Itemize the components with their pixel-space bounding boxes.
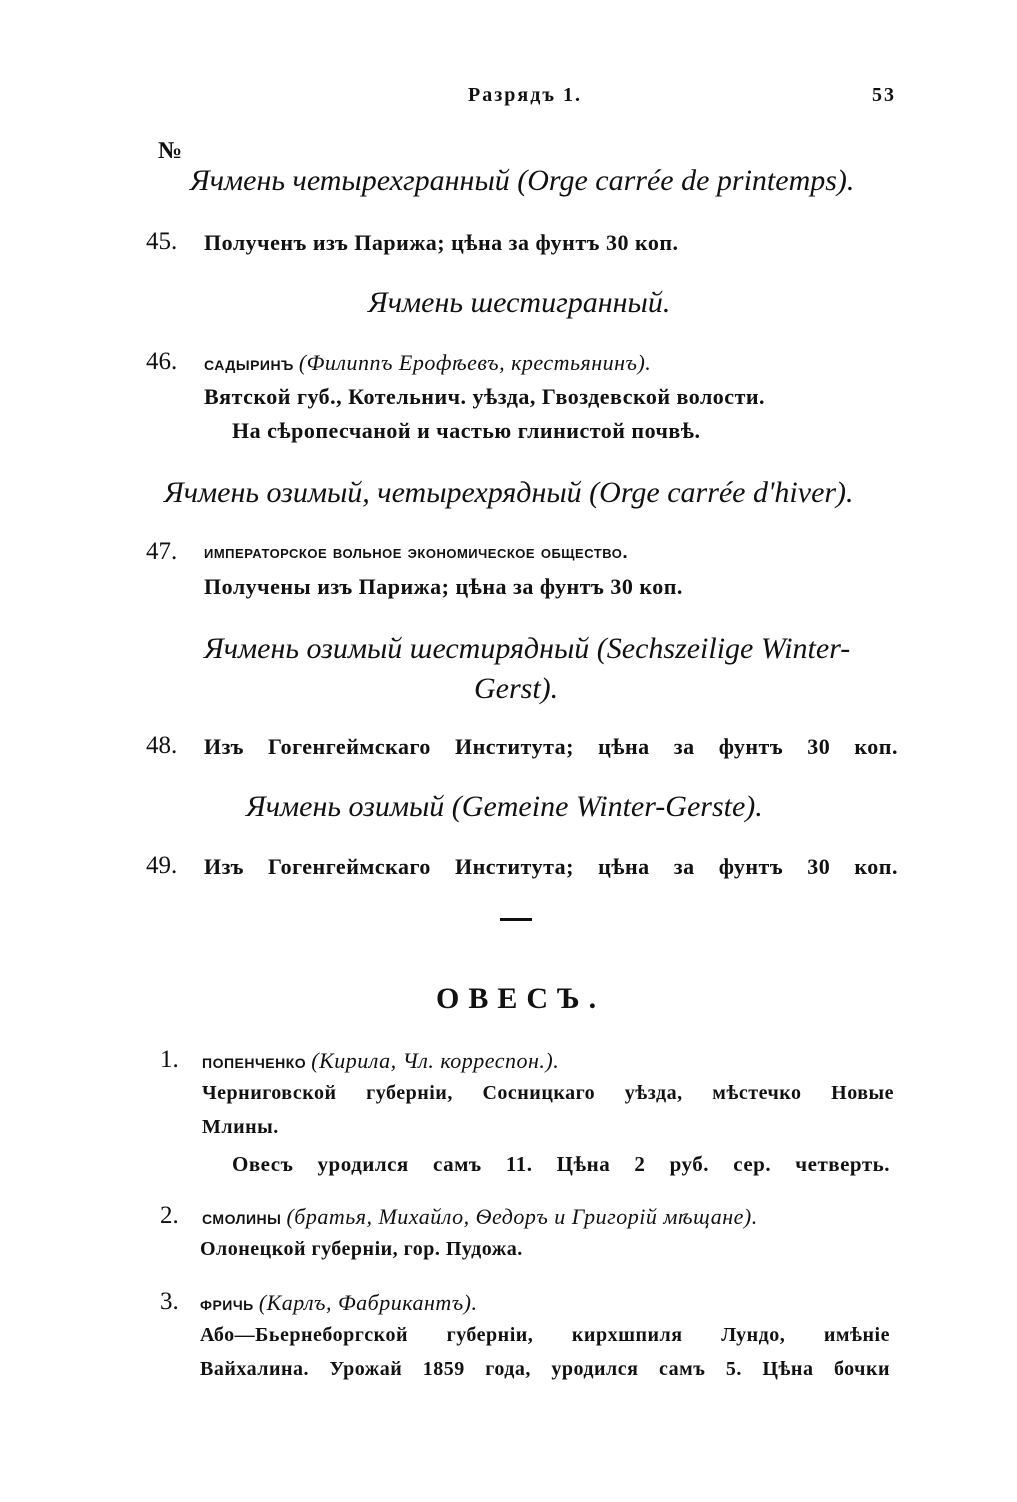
entry-text: Черниговской губерніи, Сосницкаго уѣзда, мѣстечко Новые (202, 1082, 894, 1104)
entry-text: Вайхалина. Урожай 1859 года, уродился самъ 5. Цѣна бочки (200, 1358, 890, 1380)
page-number: 53 (872, 84, 896, 106)
entry-number: 47. (146, 538, 178, 565)
entry-text: Изъ Гогенгеймскаго Института; цѣна за фунтъ 30 коп. (204, 734, 898, 759)
entry-text: Изъ Гогенгеймскаго Института; цѣна за фунтъ 30 коп. (204, 854, 898, 879)
entry-number: 46. (146, 348, 178, 375)
barley-heading-winter-common: Ячмень озимый (Gemeine Winter-Gerste). (246, 790, 763, 823)
entry-text: Овесъ уродился самъ 11. Цѣна 2 руб. сер. четверть. (232, 1152, 890, 1176)
section-divider (500, 918, 532, 921)
barley-heading-winter-four-row: Ячмень озимый, четырехрядный (Orge carrée d'hiver). (164, 476, 854, 509)
entry-name-line (200, 1290, 478, 1316)
section-title-oats: ОВЕСЪ. (436, 982, 606, 1015)
entry-number: 2. (160, 1202, 179, 1229)
entry-name: смолины (202, 1207, 282, 1229)
entry-name-note: (Филиппъ Ерофѣевъ, крестьянинъ). (298, 350, 652, 375)
entry-name: фричь (200, 1293, 254, 1315)
entry-text: Получены изъ Парижа; цѣна за фунтъ 30 коп. (204, 574, 683, 599)
entry-name-note: (Карлъ, Фабрикантъ). (258, 1290, 478, 1315)
running-header: Разрядъ 1. (468, 84, 582, 106)
entry-name: императорское вольное экономическое общество. (204, 542, 629, 563)
entry-text: Вятской губ., Котельнич. уѣзда, Гвоздевской волости. (204, 384, 766, 409)
entry-number: 45. (146, 228, 178, 255)
barley-heading-four-row: Ячмень четырехгранный (Orge carrée de printemps). (190, 164, 855, 197)
barley-heading-winter-six-row: Ячмень озимый шестирядный (Sechszeilige Winter- (204, 632, 851, 665)
number-sign: № (158, 138, 183, 164)
entry-name-line (202, 1204, 758, 1230)
entry-text: Або—Бьернеборгской губерніи, кирхшпиля Лундо, имѣніе (200, 1324, 890, 1346)
entry-name-note: (Кирила, Чл. корреспон.). (311, 1048, 560, 1073)
entry-text: Полученъ изъ Парижа; цѣна за фунтъ 30 коп. (204, 230, 679, 255)
entry-number: 49. (146, 852, 178, 879)
entry-number: 3. (160, 1288, 179, 1315)
barley-heading-six-row: Ячмень шестигранный. (368, 286, 671, 319)
entry-name: садыринъ (204, 353, 294, 375)
entry-text: Олонецкой губерніи, гор. Пудожа. (200, 1238, 523, 1260)
entry-name-note: (братья, Михайло, Ѳедоръ и Григорій мѣщане). (286, 1204, 758, 1229)
entry-text: Млины. (202, 1116, 279, 1138)
entry-text: На сѣропесчаной и частью глинистой почвѣ. (232, 418, 701, 443)
entry-number: 1. (160, 1046, 179, 1073)
entry-name-line (204, 350, 651, 376)
entry-name: попенченко (202, 1051, 307, 1073)
entry-number: 48. (146, 732, 178, 759)
entry-name-line (202, 1048, 559, 1074)
barley-heading-winter-six-row-cont: Gerst). (474, 672, 559, 705)
